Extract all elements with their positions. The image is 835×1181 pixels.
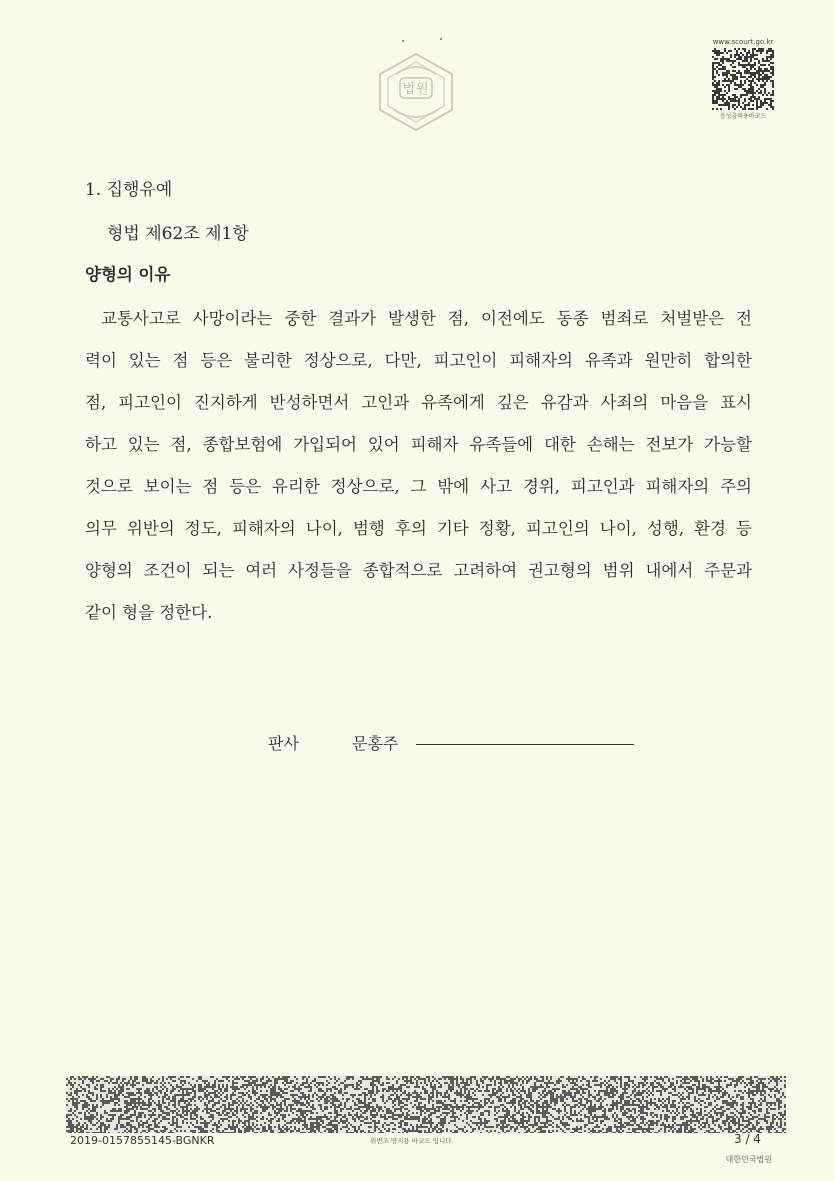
reason-line: 교통사고로 사망이라는 중한 결과가 발생한 점, 이전에도 동종 범죄로 처벌받은 전 [101,309,752,328]
court-emblem [372,52,460,132]
anti-forgery-barcode-icon [66,1076,786,1133]
barcode-note: 위변조 방지용 바코드 입니다. [370,1137,454,1145]
qr-code-icon [712,48,774,110]
signature-line [416,744,634,745]
statute-reference: 형법 제62조 제1항 [107,224,249,244]
emblem-label: 법원 [402,82,430,97]
reason-line: 력이 있는 점 등은 불리한 정상으로, 다만, 피고인이 피해자의 유족과 원만히 합의한 [85,351,752,370]
reason-line: 것으로 보이는 점 등은 유리한 정상으로, 그 밖에 사고 경위, 피고인과 피해자의 주의 [85,477,752,496]
judge-title: 판사 [268,734,299,753]
scan-speck [440,38,442,40]
qr-caption: 음성출력용바코드 [719,113,767,120]
court-name: 대한민국법원 [725,1155,772,1164]
page-number: 3 / 4 [734,1132,761,1146]
reason-line: 같이 형을 정한다. [85,603,213,622]
reason-line: 양형의 조건이 되는 여러 사정들을 종합적으로 고려하여 권고형의 범위 내에서 주문과 [85,561,752,580]
document-id: 2019-0157855145-BGNKR [70,1134,215,1147]
qr-url: www.scourt.go.kr [712,38,774,46]
scan-speck [402,40,404,42]
order-item-1: 1. 집행유예 [85,180,173,200]
reason-line: 점, 피고인이 진지하게 반성하면서 고인과 유족에게 깊은 유감과 사죄의 마음을 표시 [85,393,752,412]
section-heading: 양형의 이유 [85,265,171,284]
judge-name: 문홍주 [352,734,399,753]
reason-line: 하고 있는 점, 종합보험에 가입되어 있어 피해자 유족들에 대한 손해는 전보가 가능할 [85,435,752,454]
reason-line: 의무 위반의 정도, 피해자의 나이, 범행 후의 기타 정황, 피고인의 나이, 성행, 환경 등 [85,519,752,538]
